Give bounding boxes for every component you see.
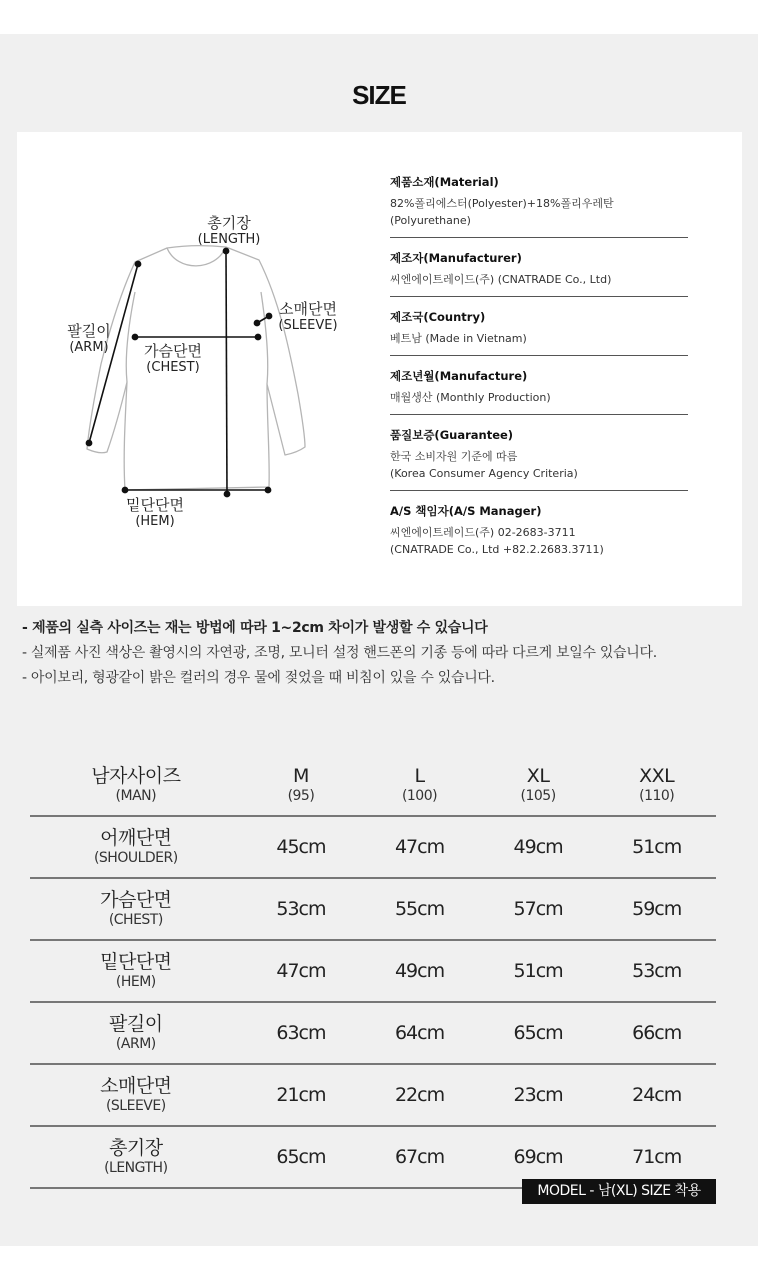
- row-label: 밑단단면 (HEM): [30, 940, 242, 1002]
- info-country: [390, 305, 688, 356]
- table-cell: 65cm: [479, 1002, 598, 1064]
- info-heading: 품질보증(Guarantee): [390, 428, 514, 442]
- page-title: SIZE: [352, 80, 406, 110]
- info-heading: 제조년월(Manufacture): [390, 369, 528, 383]
- info-heading: 제조자(Manufacturer): [390, 251, 522, 265]
- note-item: - 아이보리, 형광같이 밝은 컬러의 경우 물에 젖었을 때 비침이 있을 수 있습니다.: [22, 670, 495, 686]
- diagram-label-hem: 밑단단면 (HEM): [126, 496, 184, 529]
- table-cell: 55cm: [360, 878, 479, 940]
- model-size-badge: MODEL - 남(XL) SIZE 착용: [522, 1179, 716, 1204]
- table-cell: 49cm: [360, 940, 479, 1002]
- table-cell: 57cm: [479, 878, 598, 940]
- table-cell: 51cm: [597, 816, 716, 878]
- product-info-list: [390, 170, 688, 574]
- diagram-label-sleeve: 소매단면 (SLEEVE): [278, 300, 338, 333]
- info-heading: 제품소재(Material): [390, 175, 499, 189]
- header-cell-man: 남자사이즈 (MAN): [30, 755, 242, 816]
- info-as-manager: [390, 499, 688, 566]
- table-cell: 47cm: [242, 940, 361, 1002]
- table-cell: 23cm: [479, 1064, 598, 1126]
- size-info-panel: [17, 132, 742, 606]
- row-label: 총기장 (LENGTH): [30, 1126, 242, 1188]
- info-value: 베트남 (Made in Vietnam): [390, 332, 527, 345]
- info-heading: 제조국(Country): [390, 310, 486, 324]
- info-value: 82%폴리에스터(Polyester)+18%폴리우레탄(Polyurethane): [390, 197, 614, 227]
- table-row: [30, 1002, 716, 1064]
- table-cell: 21cm: [242, 1064, 361, 1126]
- info-heading: A/S 책임자(A/S Manager): [390, 504, 542, 518]
- table-cell: 66cm: [597, 1002, 716, 1064]
- table-cell: 22cm: [360, 1064, 479, 1126]
- header-cell-m: M (95): [242, 755, 361, 816]
- info-value: 씨엔에이트레이드(주) 02-2683-3711 (CNATRADE Co., Ltd +82.2.2683.3711): [390, 526, 604, 556]
- table-cell: 24cm: [597, 1064, 716, 1126]
- diagram-label-arm: 팔길이 (ARM): [67, 322, 111, 355]
- size-table-header: [30, 755, 716, 816]
- diagram-label-chest: 가슴단면 (CHEST): [144, 342, 202, 375]
- table-cell: 51cm: [479, 940, 598, 1002]
- note-item: - 실제품 사진 색상은 촬영시의 자연광, 조명, 모니터 설정 핸드폰의 기종 등에 따라 다르게 보일수 있습니다.: [22, 645, 657, 661]
- table-cell: 45cm: [242, 816, 361, 878]
- size-table: [30, 755, 716, 1189]
- row-label: 팔길이 (ARM): [30, 1002, 242, 1064]
- table-cell: 49cm: [479, 816, 598, 878]
- info-manufacturer: [390, 246, 688, 297]
- table-cell: 71cm: [597, 1126, 716, 1188]
- measurement-notes: [22, 616, 742, 691]
- table-row: [30, 940, 716, 1002]
- note-item: - 제품의 실측 사이즈는 재는 방법에 따라 1~2cm 차이가 발생할 수 있습니다: [22, 620, 488, 636]
- table-cell: 47cm: [360, 816, 479, 878]
- header-cell-xl: XL (105): [479, 755, 598, 816]
- info-material: [390, 170, 688, 238]
- info-value: 한국 소비자원 기준에 따름 (Korea Consumer Agency Criteria): [390, 450, 578, 480]
- table-row: [30, 816, 716, 878]
- table-row: [30, 1064, 716, 1126]
- table-cell: 67cm: [360, 1126, 479, 1188]
- info-guarantee: [390, 423, 688, 491]
- table-cell: 63cm: [242, 1002, 361, 1064]
- table-cell: 53cm: [242, 878, 361, 940]
- table-cell: 59cm: [597, 878, 716, 940]
- diagram-label-length: 총기장 (LENGTH): [197, 214, 261, 247]
- table-cell: 53cm: [597, 940, 716, 1002]
- table-cell: 69cm: [479, 1126, 598, 1188]
- header-cell-l: L (100): [360, 755, 479, 816]
- table-row: [30, 878, 716, 940]
- info-value: 매월생산 (Monthly Production): [390, 391, 551, 404]
- table-cell: 65cm: [242, 1126, 361, 1188]
- row-label: 가슴단면 (CHEST): [30, 878, 242, 940]
- table-cell: 64cm: [360, 1002, 479, 1064]
- info-manufacture-date: [390, 364, 688, 415]
- info-value: 씨엔에이트레이드(주) (CNATRADE Co., Ltd): [390, 273, 612, 286]
- header-cell-xxl: XXL (110): [597, 755, 716, 816]
- row-label: 소매단면 (SLEEVE): [30, 1064, 242, 1126]
- row-label: 어깨단면 (SHOULDER): [30, 816, 242, 878]
